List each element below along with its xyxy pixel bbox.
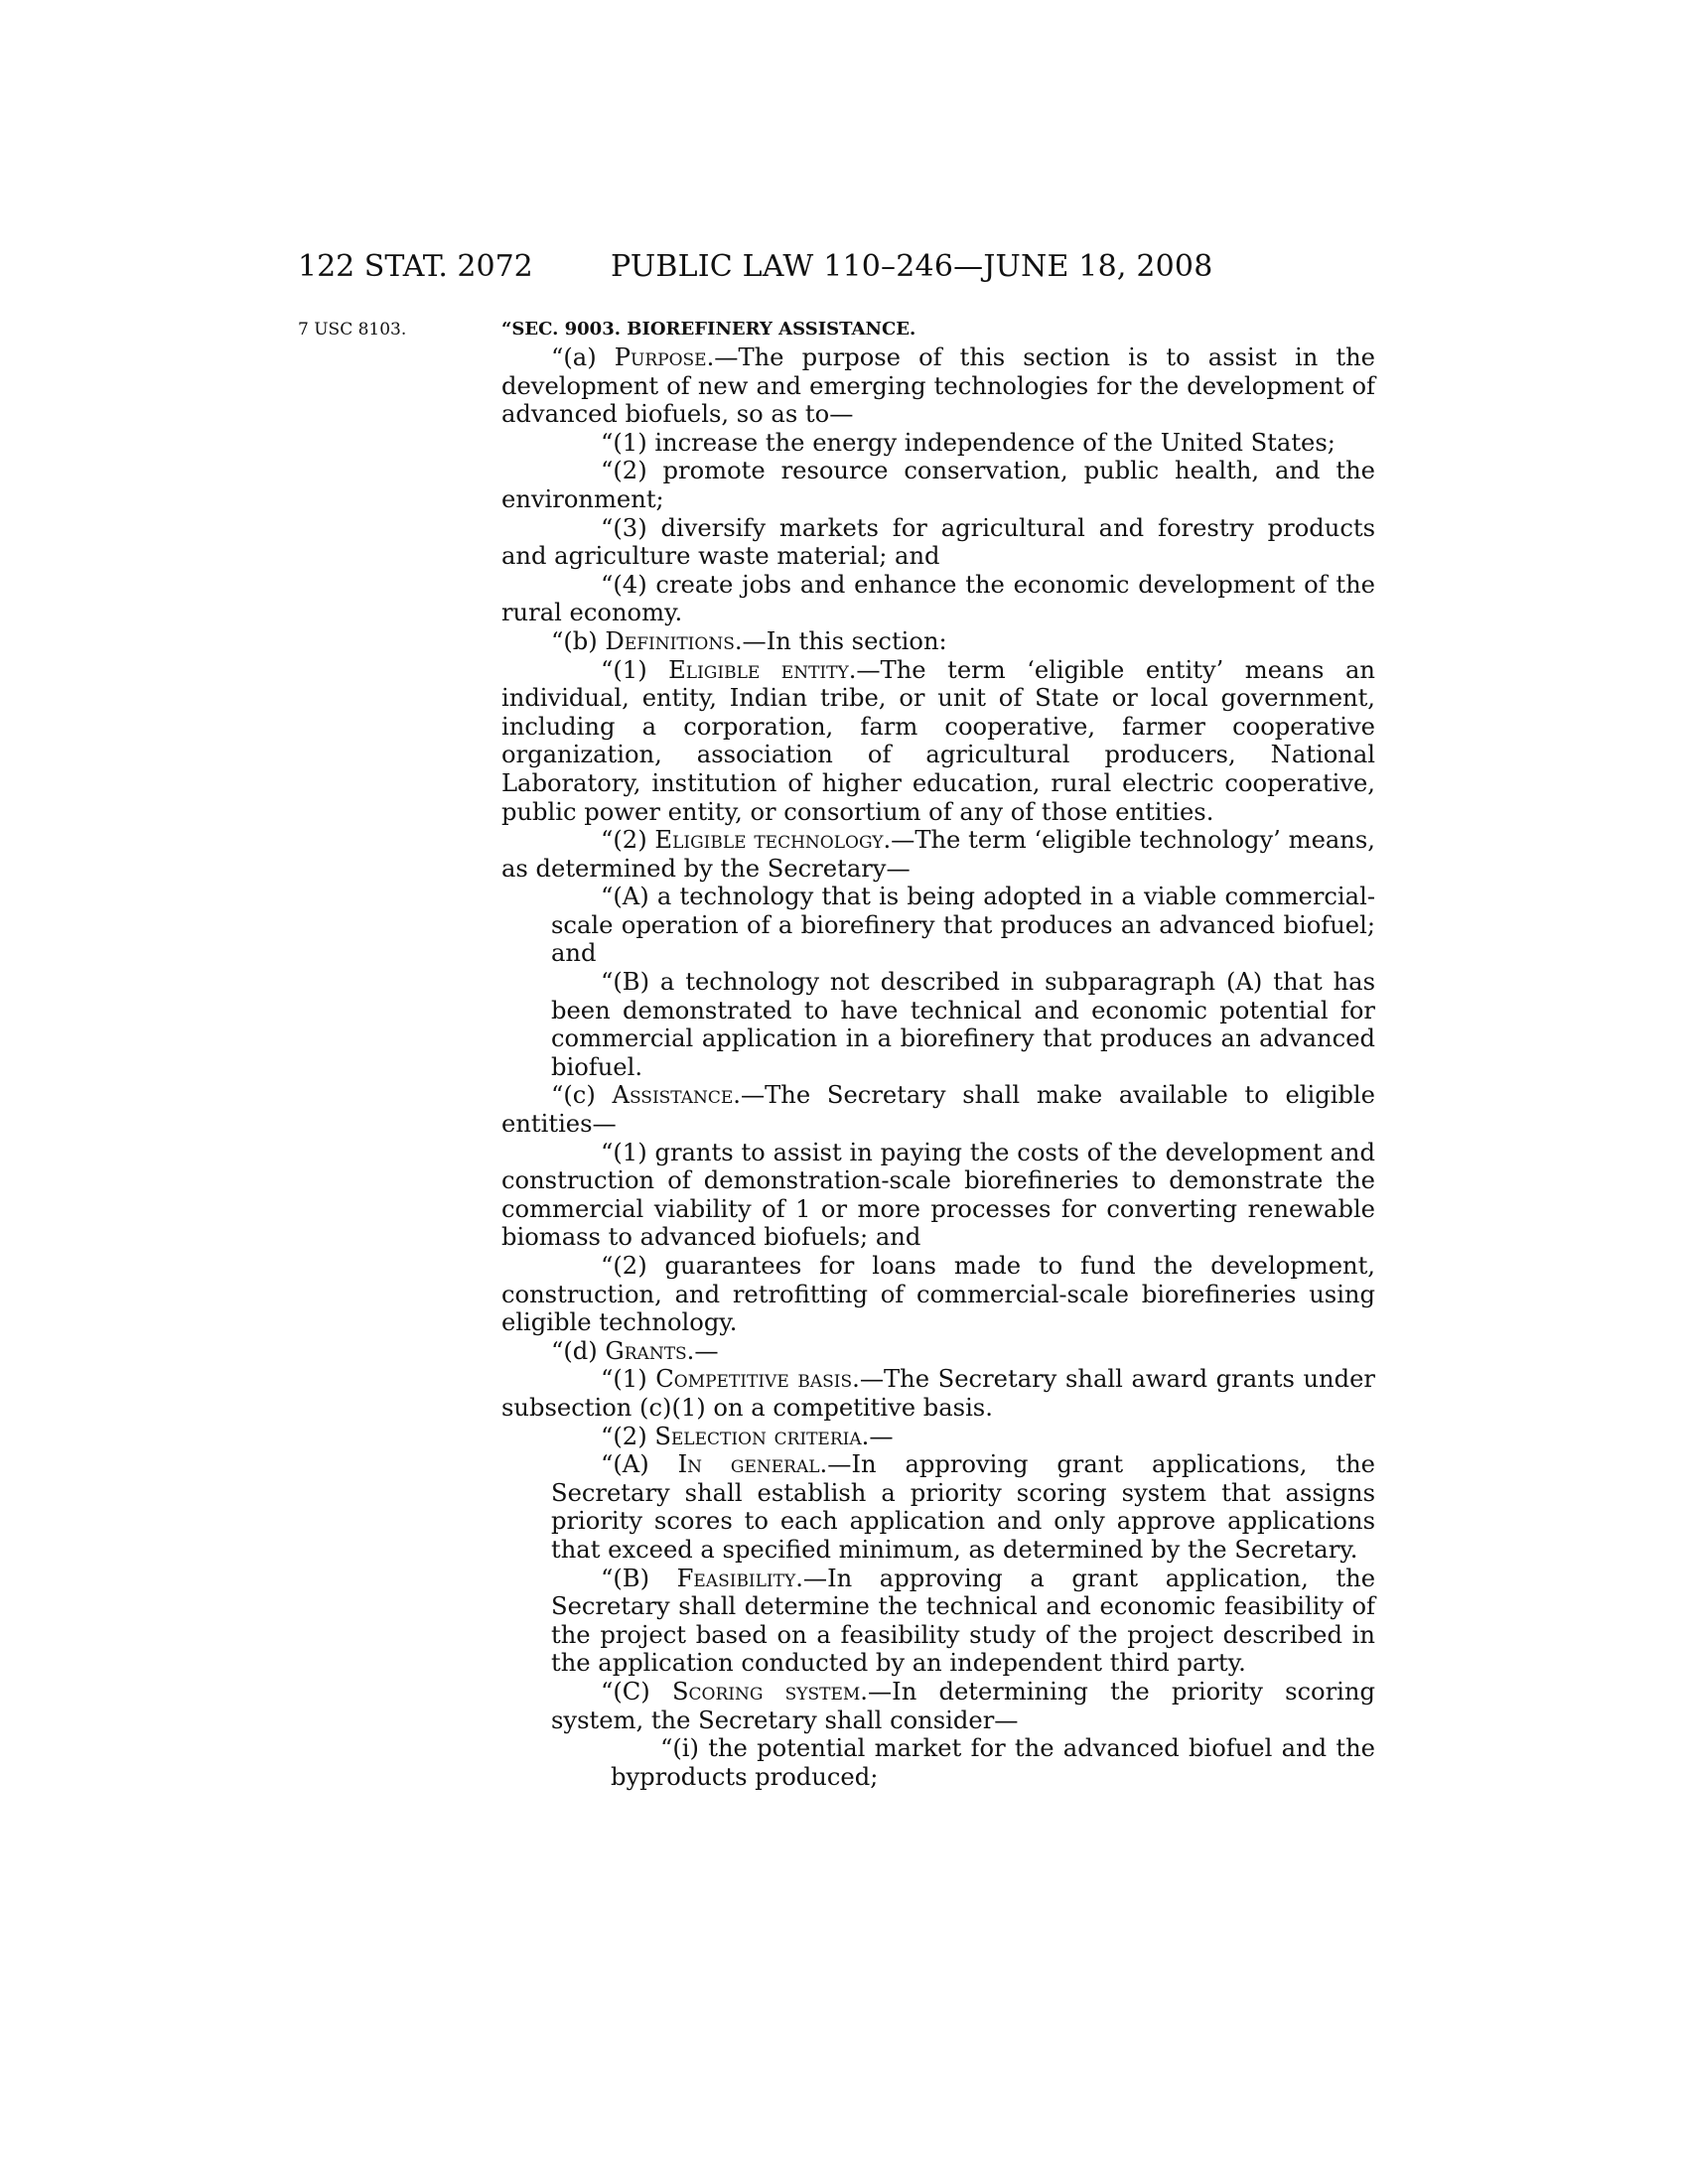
statute-paragraph (501, 1423, 1375, 1451)
paragraph-text: “(1) increase the energy independence of the United States; (601, 428, 1336, 457)
paragraph-text: —The purpose of this section is to assist in the development of new and emerging technologies for the development of advanced biofuels, so as to— (501, 343, 1375, 429)
statute-paragraph (501, 1678, 1375, 1734)
paragraph-text: —In this section: (742, 626, 947, 655)
paragraph-caption: Definitions. (605, 626, 743, 655)
paragraph-text: —The Secretary shall make available to eligible entities— (501, 1081, 1375, 1139)
paragraph-label: “(1) (601, 1365, 656, 1394)
paragraph-caption: Eligible entity. (668, 655, 857, 684)
paragraph-text: —In approving a grant application, the Secretary shall determine the technical and economic feasibility of the project based on a feasibility study of the project described in the application conducted by an independent third party. (551, 1564, 1376, 1678)
paragraph-caption: Eligible technology. (654, 826, 892, 855)
statute-paragraph (501, 1081, 1375, 1138)
paragraph-label: “(2) (601, 1422, 655, 1450)
paragraph-caption: Selection criteria. (654, 1422, 870, 1450)
paragraph-list (501, 343, 1375, 1791)
statute-paragraph (501, 571, 1375, 627)
paragraph-caption: Grants. (605, 1336, 695, 1365)
statute-paragraph (501, 1450, 1375, 1564)
paragraph-text: —In approving grant applications, the Secretary shall establish a priority scoring system that assigns priority scores to each application and only approve applications that exceed a specified minimum, as determined by the Secretary. (551, 1450, 1375, 1564)
paragraph-caption: In general. (677, 1450, 828, 1479)
paragraph-text: —The Secretary shall award grants under subsection (c)(1) on a competitive basis. (501, 1365, 1375, 1422)
paragraph-label: “(C) (601, 1677, 672, 1706)
statute-paragraph (501, 1565, 1375, 1678)
statute-paragraph (501, 968, 1375, 1081)
paragraph-caption: Competitive basis. (655, 1365, 860, 1394)
paragraph-text: “(i) the potential market for the advanced biofuel and the byproducts produced; (611, 1734, 1375, 1791)
paragraph-label: “(B) (601, 1564, 677, 1592)
statute-paragraph (501, 514, 1375, 571)
paragraph-label: “(a) (551, 343, 615, 371)
statute-paragraph (501, 1252, 1375, 1337)
paragraph-text: “(2) promote resource conservation, public health, and the environment; (501, 457, 1375, 513)
paragraph-label: “(b) (551, 626, 606, 655)
paragraph-label: “(c) (551, 1081, 613, 1110)
statute-paragraph (501, 1734, 1375, 1791)
paragraph-text: — (869, 1422, 894, 1450)
statute-paragraph (501, 1337, 1375, 1366)
paragraph-caption: Purpose. (614, 343, 715, 371)
statute-paragraph (501, 656, 1375, 827)
paragraph-text: —In determining the priority scoring system, the Secretary shall consider— (551, 1677, 1375, 1734)
statute-paragraph (501, 429, 1375, 458)
paragraph-text: “(3) diversify markets for agricultural and forestry products and agriculture waste material; and (501, 513, 1375, 571)
paragraph-text: “(A) a technology that is being adopted in a viable commercial-scale operation of a biorefinery that produces an advanced biofuel; and (551, 883, 1375, 968)
paragraph-text: — (694, 1336, 719, 1365)
usc-margin-note: 7 USC 8103. (298, 320, 407, 340)
paragraph-label: “(A) (601, 1450, 678, 1479)
paragraph-text: “(2) guarantees for loans made to fund the development, construction, and retrofitting of commercial-scale biorefineries using eligible technology. (501, 1252, 1375, 1337)
paragraph-caption: Assistance. (612, 1081, 741, 1110)
paragraph-label: “(1) (601, 655, 669, 684)
paragraph-label: “(d) (551, 1336, 606, 1365)
paragraph-text: “(1) grants to assist in paying the costs of the development and construction of demonstration-scale biorefineries to demonstrate the commercial viability of 1 or more processes for converting renewable biomass to advanced biofuels; and (501, 1138, 1375, 1252)
statute-paragraph (501, 883, 1375, 968)
statute-paragraph (501, 457, 1375, 513)
statute-paragraph (501, 627, 1375, 656)
public-law-header: PUBLIC LAW 110–246—JUNE 18, 2008 (611, 249, 1213, 284)
statute-paragraph (501, 1139, 1375, 1252)
paragraph-text: “(B) a technology not described in subparagraph (A) that has been demonstrated to have technical and economic potential for commercial application in a biorefinery that produces an advanced biofuel. (551, 968, 1375, 1081)
section-heading: “SEC. 9003. BIOREFINERY ASSISTANCE. (501, 319, 916, 340)
paragraph-text: —The term ‘eligible technology’ means, as determined by the Secretary— (501, 826, 1375, 883)
paragraph-label: “(2) (601, 826, 655, 855)
statute-body (501, 316, 1375, 1791)
paragraph-caption: Scoring system. (671, 1677, 868, 1706)
statute-paragraph (501, 343, 1375, 429)
paragraph-text: “(4) create jobs and enhance the economic development of the rural economy. (501, 570, 1375, 627)
paragraph-caption: Feasibility. (676, 1564, 803, 1592)
statute-paragraph (501, 1365, 1375, 1422)
statute-paragraph (501, 826, 1375, 883)
stat-page-number: 122 STAT. 2072 (298, 249, 533, 284)
paragraph-text: —The term ‘eligible entity’ means an individual, entity, Indian tribe, or unit of State or local government, including a corporation, farm cooperative, farmer cooperative organization, association of agricultural producers, National Laboratory, institution of higher education, rural electric cooperative, public power entity, or consortium of any of those entities. (501, 655, 1375, 826)
